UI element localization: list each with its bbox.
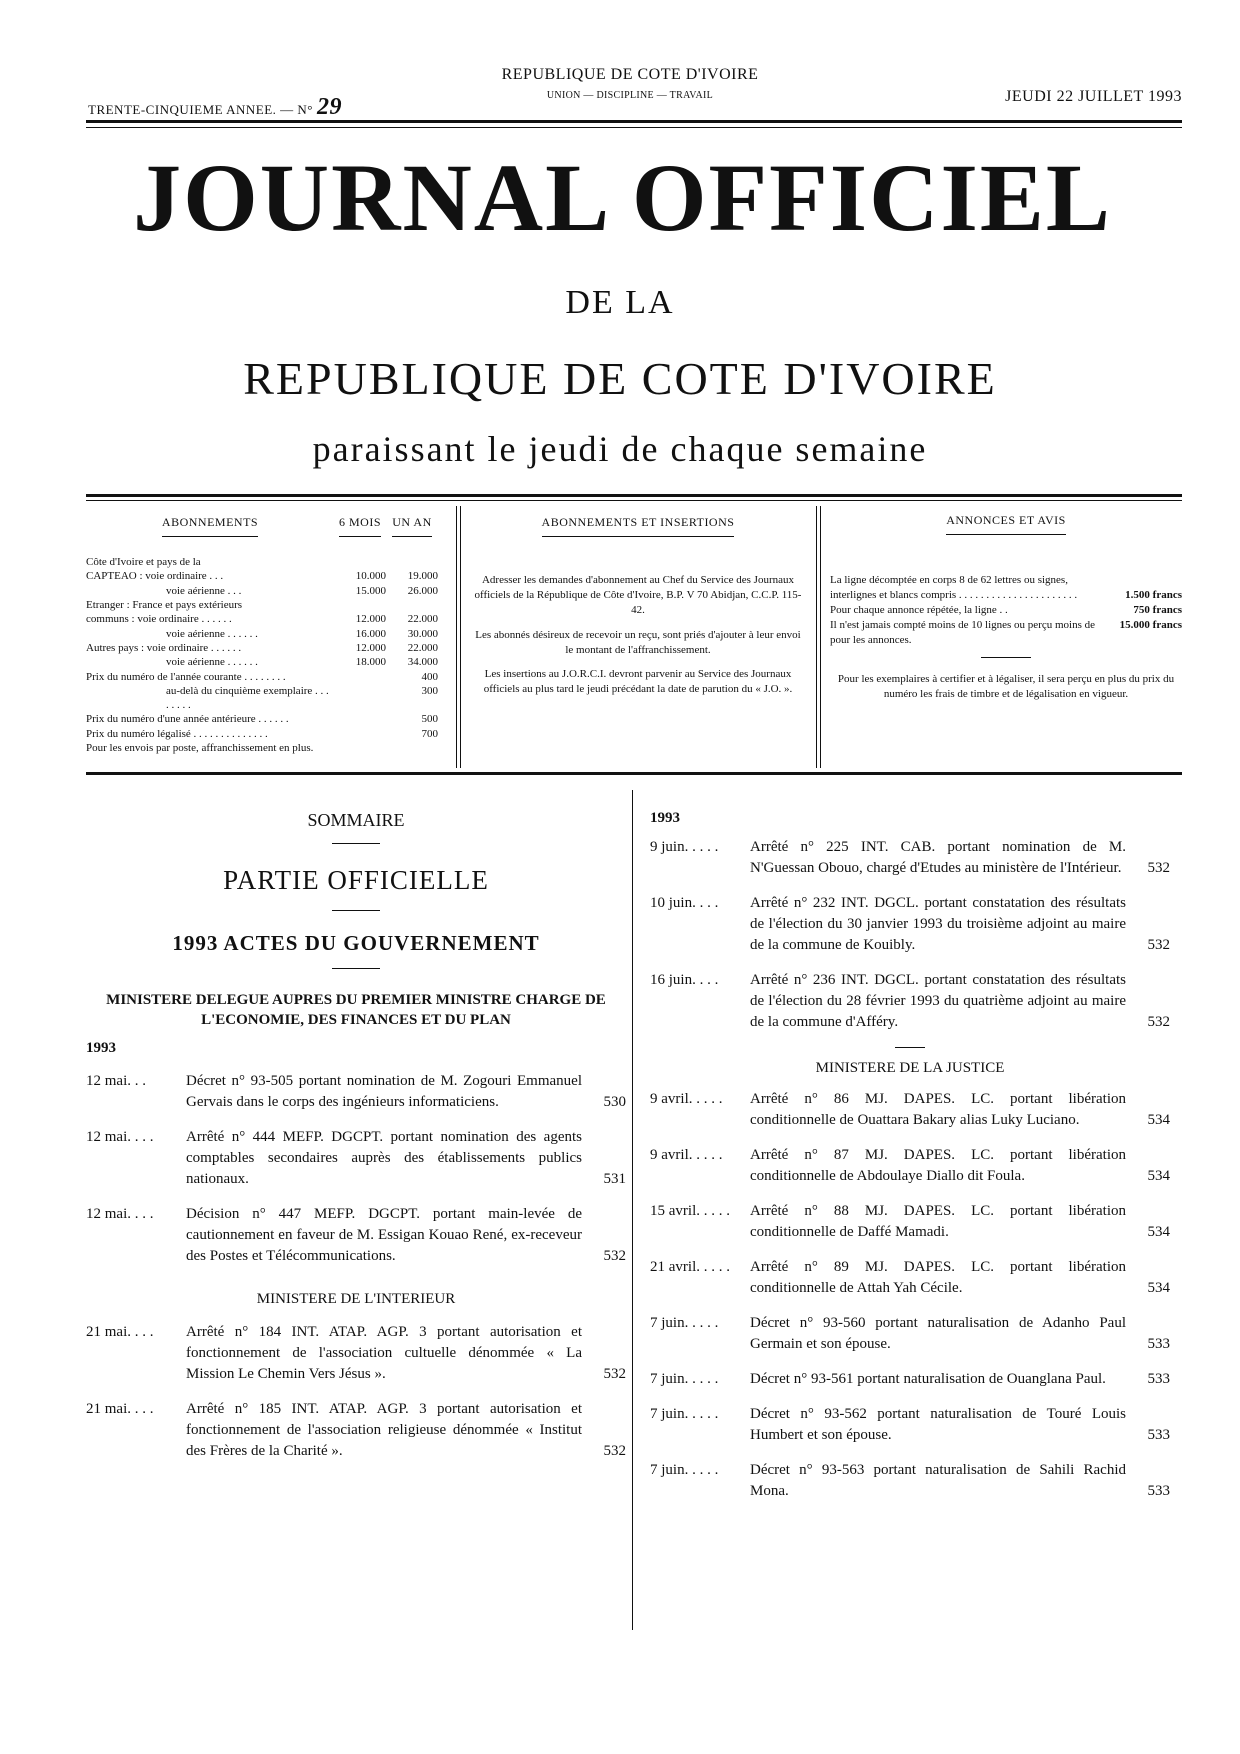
subscription-6-mois xyxy=(334,598,386,612)
sommaire-heading: SOMMAIRE xyxy=(307,810,405,830)
subscription-6-mois xyxy=(334,684,386,713)
entry-date: 7 juin. . . . . xyxy=(650,1315,719,1331)
annonces-repeat-rate: Pour chaque annonce répétée, la ligne . . xyxy=(830,603,1008,616)
entry-title: Décision n° 447 MEFP. DGCPT. portant main-levée de cautionnement en faveur de M. Essigan Kouao René, ex-receveur des Postes et Télécommunications. xyxy=(186,1206,582,1265)
subscription-6-mois: 15.000 xyxy=(355,584,386,597)
entry-date: 12 mai. . . . xyxy=(86,1129,154,1146)
annonces-line-price: 1.500 francs xyxy=(1125,589,1182,602)
box-divider xyxy=(460,506,461,768)
subscription-label: communs : voie ordinaire . . . . . . xyxy=(86,613,232,626)
subscription-row xyxy=(86,684,438,713)
subscription-6-mois: 12.000 xyxy=(355,613,386,626)
entry-date: 21 mai. . . . xyxy=(86,1324,154,1341)
entry-page: 533 xyxy=(1147,1336,1170,1352)
subscription-6-mois xyxy=(334,555,386,569)
sommaire-entry xyxy=(650,1313,1170,1355)
box-divider xyxy=(456,506,457,768)
partie-officielle-heading: PARTIE OFFICIELLE xyxy=(223,865,489,896)
subscription-un-an: 400 xyxy=(421,670,438,683)
subscriptions-heading: ABONNEMENTS xyxy=(162,514,258,537)
entry-page: 532 xyxy=(603,1443,626,1460)
journal-title: JOURNAL OFFICIEL xyxy=(133,144,1112,251)
header-rule-thick xyxy=(86,120,1182,123)
entry-date: 21 avril. . . . . xyxy=(650,1259,730,1275)
republic-name: REPUBLIQUE DE COTE D'IVOIRE xyxy=(501,66,759,83)
publication-frequency: paraissant le jeudi de chaque semaine xyxy=(312,429,928,469)
subscription-label: Autres pays : voie ordinaire . . . . . . xyxy=(86,641,242,654)
header-rule-thin xyxy=(86,127,1182,128)
subscription-6-mois: 10.000 xyxy=(355,570,386,583)
economie-entries xyxy=(86,1071,626,1267)
sommaire-entry xyxy=(650,1089,1170,1131)
insertions-heading: ABONNEMENTS ET INSERTIONS xyxy=(542,514,735,537)
subscription-row xyxy=(86,555,438,569)
entry-title: Arrêté n° 444 MEFP. DGCPT. portant nomination des agents comptables secondaires auprès des établissements publics nationaux. xyxy=(186,1129,582,1188)
subscription-label: Etranger : France et pays extérieurs xyxy=(86,599,243,612)
entry-title: Arrêté n° 184 INT. ATAP. AGP. 3 portant autorisation et fonctionnement de l'association cultuelle dénommée « La Mission Le Chemin Vers Jésus ». xyxy=(186,1324,582,1383)
entry-date: 7 juin. . . . . xyxy=(650,1406,719,1422)
sommaire-entry xyxy=(650,837,1170,879)
subscription-label: Prix du numéro légalisé . . . . . . . . . . . . . . xyxy=(86,727,268,740)
entry-title: Décret n° 93-562 portant naturalisation de Touré Louis Humbert et son épouse. xyxy=(750,1406,1126,1443)
insertions-box xyxy=(470,506,806,768)
subscription-label: Prix du numéro d'une année antérieure . . . . . . xyxy=(86,713,289,726)
entry-title: Décret n° 93-563 portant naturalisation de Sahili Rachid Mona. xyxy=(750,1462,1126,1499)
subscriptions-table xyxy=(86,555,438,755)
year-label: 1993 xyxy=(86,1040,116,1057)
subscription-label: CAPTEAO : voie ordinaire . . . xyxy=(86,570,224,583)
national-motto: UNION — DISCIPLINE — TRAVAIL xyxy=(546,90,714,101)
year-label: 1993 xyxy=(650,810,680,826)
entry-title: Arrêté n° 185 INT. ATAP. AGP. 3 portant autorisation et fonctionnement de l'association religieuse dénommée « Institut des Frères de la Charité ». xyxy=(186,1401,582,1460)
entry-page: 532 xyxy=(1147,860,1170,876)
entry-date: 12 mai. . . . xyxy=(86,1206,154,1223)
subscriptions-box xyxy=(86,506,438,768)
sommaire-entry xyxy=(86,1127,626,1190)
subscription-un-an xyxy=(386,598,438,612)
subscription-label: Pour les envois par poste, affranchissement en plus. xyxy=(86,742,314,755)
entry-date: 21 mai. . . . xyxy=(86,1401,154,1418)
sommaire-entry xyxy=(650,1404,1170,1446)
sommaire-entry xyxy=(86,1399,626,1462)
entry-date: 7 juin. . . . . xyxy=(650,1371,719,1387)
issue-number: 29 xyxy=(317,94,343,120)
subscription-6-mois xyxy=(334,727,386,741)
subscription-6-mois: 16.000 xyxy=(355,627,386,640)
subscription-un-an: 500 xyxy=(421,713,438,726)
title-rule-thin xyxy=(86,500,1182,501)
box-divider xyxy=(816,506,817,768)
sommaire-entry xyxy=(86,1204,626,1267)
subscription-row xyxy=(86,655,438,669)
entry-date: 9 avril. . . . . xyxy=(650,1091,723,1107)
col-6-mois: 6 MOIS xyxy=(339,514,381,537)
subscription-row xyxy=(86,584,438,598)
subscription-label: voie aérienne . . . . . . xyxy=(166,627,258,640)
box-bottom-rule xyxy=(86,772,1182,775)
sommaire-entry xyxy=(650,1201,1170,1243)
sommaire-entry xyxy=(650,1460,1170,1502)
subscription-un-an: 22.000 xyxy=(407,641,438,654)
entry-page: 534 xyxy=(1147,1280,1170,1296)
entry-page: 534 xyxy=(1147,1224,1170,1240)
entry-title: Arrêté n° 225 INT. CAB. portant nomination de M. N'Guessan Obouo, chargé d'Etudes au ministère de l'Intérieur. xyxy=(750,839,1126,876)
issue-label: TRENTE-CINQUIEME ANNEE. — N° xyxy=(88,102,314,117)
annonces-heading: ANNONCES ET AVIS xyxy=(946,512,1066,535)
column-divider xyxy=(632,790,633,1630)
insertions-address: Adresser les demandes d'abonnement au Chef du Service des Journaux officiels de la République de Côte d'Ivoire, B.P. V 70 Abidjan, C.C.P. 115-42. xyxy=(474,574,802,616)
entry-date: 9 juin. . . . . xyxy=(650,839,719,855)
interieur-entries xyxy=(86,1322,626,1462)
annonces-legalisation-note: Pour les exemplaires à certifier et à légaliser, il sera perçu en plus du prix du numéro les frais de timbre et de légalisation en vigueur. xyxy=(837,673,1175,701)
subscription-row xyxy=(86,641,438,655)
entry-page: 530 xyxy=(603,1094,626,1111)
subscription-label: au-delà du cinquième exemplaire . . . . . . . . xyxy=(166,684,329,712)
sommaire-entry xyxy=(86,1322,626,1385)
entry-date: 16 juin. . . . xyxy=(650,972,719,988)
col-un-an: UN AN xyxy=(392,514,432,537)
sommaire-entry xyxy=(650,1257,1170,1299)
entry-page: 533 xyxy=(1147,1483,1170,1499)
entry-page: 532 xyxy=(603,1366,626,1383)
subscription-row xyxy=(86,598,438,612)
subscription-6-mois xyxy=(334,712,386,726)
subscription-row xyxy=(86,712,438,726)
entry-title: Décret n° 93-560 portant naturalisation de Adanho Paul Germain et son épouse. xyxy=(750,1315,1126,1352)
actes-heading: 1993 ACTES DU GOUVERNEMENT xyxy=(172,930,540,955)
divider xyxy=(332,843,380,844)
subscription-un-an xyxy=(386,555,438,569)
entry-title: Arrêté n° 87 MJ. DAPES. LC. portant libération conditionnelle de Abdoulaye Diallo dit Foula. xyxy=(750,1147,1126,1184)
divider xyxy=(332,910,380,911)
insertions-deadline: Les insertions au J.O.R.C.I. devront parvenir au Service des Journaux officiels au plus tard le jeudi précédant la date de parution du « J.O. ». xyxy=(483,668,793,696)
subscription-un-an: 300 xyxy=(421,684,438,697)
sommaire-entry xyxy=(650,1145,1170,1187)
subscription-label: Prix du numéro de l'année courante . . . . . . . . xyxy=(86,670,286,683)
subscription-row xyxy=(86,627,438,641)
entry-date: 10 juin. . . . xyxy=(650,895,719,911)
justice-entries xyxy=(650,1089,1170,1502)
annonces-minimum: Il n'est jamais compté moins de 10 lignes ou perçu moins de pour les annonces. xyxy=(830,618,1096,646)
sommaire-right-column xyxy=(650,808,1170,1516)
annonces-divider xyxy=(981,657,1031,658)
title-de-la: DE LA xyxy=(565,284,675,321)
issue-line xyxy=(88,94,342,121)
subscription-6-mois xyxy=(334,670,386,684)
title-republic: REPUBLIQUE DE COTE D'IVOIRE xyxy=(243,353,997,404)
subscription-un-an: 22.000 xyxy=(407,613,438,626)
entry-page: 533 xyxy=(1147,1427,1170,1443)
subscription-label: Côte d'Ivoire et pays de la xyxy=(86,556,201,569)
entry-title: Décret n° 93-505 portant nomination de M. Zogouri Emmanuel Gervais dans le corps des ingénieurs informaticiens. xyxy=(186,1073,582,1111)
entry-title: Arrêté n° 236 INT. DGCL. portant constatation des résultats de l'élection du 28 février 1993 du quatrième adjoint au maire de la commune d'Afféry. xyxy=(750,972,1126,1030)
entry-page: 531 xyxy=(603,1171,626,1188)
ministere-interieur-heading: MINISTERE DE L'INTERIEUR xyxy=(256,1291,456,1308)
ministere-justice-heading: MINISTERE DE LA JUSTICE xyxy=(815,1060,1005,1076)
annonces-minimum-price: 15.000 francs xyxy=(1119,618,1182,631)
annonces-repeat-price: 750 francs xyxy=(1133,603,1182,616)
subscription-un-an: 34.000 xyxy=(407,656,438,669)
entry-date: 9 avril. . . . . xyxy=(650,1147,723,1163)
subscription-6-mois: 12.000 xyxy=(355,641,386,654)
entry-date: 7 juin. . . . . xyxy=(650,1462,719,1478)
sommaire-entry xyxy=(650,970,1170,1033)
entry-title: Décret n° 93-561 portant naturalisation de Ouanglana Paul. xyxy=(750,1371,1106,1387)
box-divider xyxy=(820,506,821,768)
entry-title: Arrêté n° 86 MJ. DAPES. LC. portant libération conditionnelle de Ouattara Bakary alias Luky Luciano. xyxy=(750,1091,1126,1128)
subscription-row xyxy=(86,569,438,583)
sommaire-entry xyxy=(650,893,1170,956)
entry-page: 532 xyxy=(1147,1014,1170,1030)
entry-title: Arrêté n° 88 MJ. DAPES. LC. portant libération conditionnelle de Daffé Mamadi. xyxy=(750,1203,1126,1240)
subscription-6-mois xyxy=(334,741,386,755)
subscription-row xyxy=(86,612,438,626)
republic-header xyxy=(440,66,820,101)
entry-page: 533 xyxy=(1147,1371,1170,1387)
subscription-un-an xyxy=(386,741,438,755)
subscription-un-an: 19.000 xyxy=(407,570,438,583)
entry-page: 532 xyxy=(603,1248,626,1265)
sommaire-left-column xyxy=(86,808,626,1476)
entry-title: Arrêté n° 89 MJ. DAPES. LC. portant libération conditionnelle de Attah Yah Cécile. xyxy=(750,1259,1126,1296)
annonces-line-rate: La ligne décomptée en corps 8 de 62 lettres ou signes, interlignes et blancs compris . . . . . . . . . . . . . . . . . . . . . . xyxy=(830,574,1078,602)
annonces-box xyxy=(830,506,1182,768)
subscription-label: voie aérienne . . . xyxy=(166,584,242,597)
entry-page: 534 xyxy=(1147,1112,1170,1128)
entry-page: 532 xyxy=(1147,937,1170,953)
interieur-entries-continued xyxy=(650,837,1170,1033)
subscription-un-an: 30.000 xyxy=(407,627,438,640)
divider xyxy=(895,1047,925,1048)
divider xyxy=(332,968,380,969)
entry-title: Arrêté n° 232 INT. DGCL. portant constatation des résultats de l'élection du 30 janvier 1993 du troisième adjoint au maire de la commune de Kouibly. xyxy=(750,895,1126,953)
subscription-label: voie aérienne . . . . . . xyxy=(166,656,258,669)
subscription-row xyxy=(86,670,438,684)
insertions-receipt: Les abonnés désireux de recevoir un reçu, sont priés d'ajouter à leur envoi le montant de l'affranchissement. xyxy=(475,628,801,656)
entry-page: 534 xyxy=(1147,1168,1170,1184)
ministere-economie-heading: MINISTERE DELEGUE AUPRES DU PREMIER MINISTRE CHARGE DE L'ECONOMIE, DES FINANCES ET DU PLAN xyxy=(106,992,606,1028)
entry-date: 15 avril. . . . . xyxy=(650,1203,730,1219)
entry-date: 12 mai. . . xyxy=(86,1073,146,1090)
subscription-row xyxy=(86,741,438,755)
issue-date: JEUDI 22 JUILLET 1993 xyxy=(1005,88,1182,105)
subscription-6-mois: 18.000 xyxy=(355,656,386,669)
subscription-un-an: 700 xyxy=(421,727,438,740)
subscription-un-an: 26.000 xyxy=(407,584,438,597)
sommaire-entry xyxy=(650,1369,1170,1390)
title-rule-thick xyxy=(86,494,1182,497)
sommaire-entry xyxy=(86,1071,626,1113)
subscription-row xyxy=(86,727,438,741)
